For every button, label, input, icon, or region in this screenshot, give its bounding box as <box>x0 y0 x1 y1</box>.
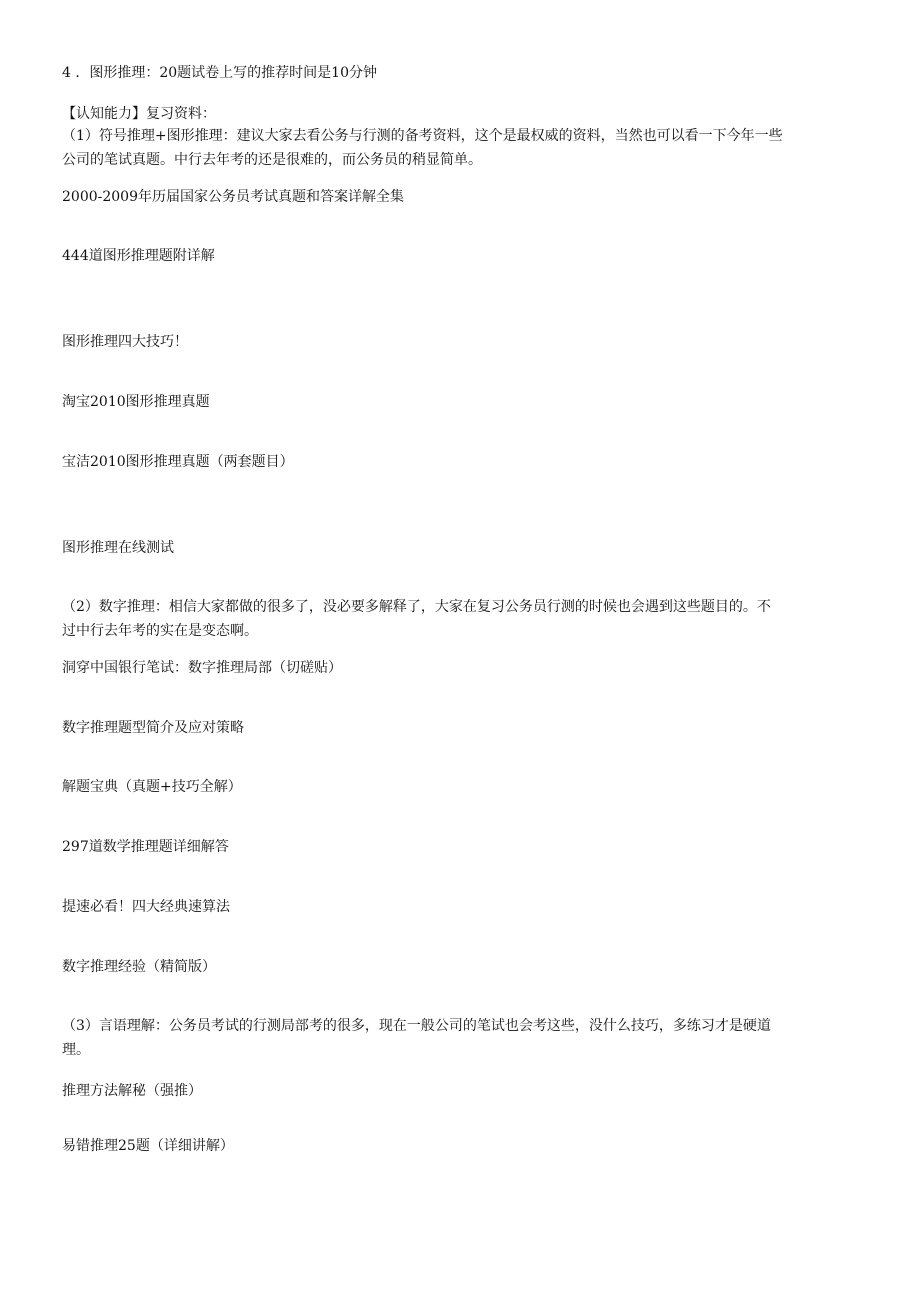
section-4-heading: 4 ．图形推理：20题试卷上写的推荐时间是10分钟 <box>62 65 377 81</box>
item-1-line-1: （1）符号推理+图形推理：建议大家去看公务与行测的备考资料，这个是最权威的资料，当然也可以看一下今年一些 <box>62 128 783 144</box>
number-link-4[interactable]: 297道数学推理题详细解答 <box>62 839 229 855</box>
graphic-link-3[interactable]: 图形推理四大技巧！ <box>62 334 188 350</box>
item-1-line-2: 公司的笔试真题。中行去年考的还是很难的，而公务员的稍显简单。 <box>62 152 482 168</box>
number-link-1[interactable]: 洞穿中国银行笔试：数字推理局部（切磋贴） <box>62 660 342 676</box>
number-link-2[interactable]: 数字推理题型简介及应对策略 <box>62 720 244 736</box>
item-3-line-1: （3）言语理解：公务员考试的行测局部考的很多，现在一般公司的笔试也会考这些，没什么技巧，多练习才是硬道 <box>62 1018 771 1034</box>
graphic-link-6[interactable]: 图形推理在线测试 <box>62 540 174 556</box>
verbal-link-2[interactable]: 易错推理25题（详细讲解） <box>62 1138 234 1154</box>
graphic-link-1[interactable]: 2000-2009年历届国家公务员考试真题和答案详解全集 <box>62 189 404 205</box>
graphic-link-5[interactable]: 宝洁2010图形推理真题（两套题目） <box>62 454 294 470</box>
graphic-link-4[interactable]: 淘宝2010图形推理真题 <box>62 394 210 410</box>
item-3-paragraph <box>62 1014 858 1062</box>
item-1-paragraph <box>62 124 858 172</box>
cognitive-ability-heading: 【认知能力】复习资料： <box>62 106 216 122</box>
number-link-3[interactable]: 解题宝典（真题+技巧全解） <box>62 779 242 795</box>
item-3-line-2: 理。 <box>62 1042 90 1058</box>
graphic-link-2[interactable]: 444道图形推理题附详解 <box>62 248 215 264</box>
verbal-link-1[interactable]: 推理方法解秘（强推） <box>62 1083 202 1099</box>
item-2-line-2: 过中行去年考的实在是变态啊。 <box>62 623 258 639</box>
item-2-paragraph <box>62 595 858 643</box>
number-link-5[interactable]: 提速必看！四大经典速算法 <box>62 899 230 915</box>
item-2-line-1: （2）数字推理：相信大家都做的很多了，没必要多解释了，大家在复习公务员行测的时候也会遇到这些题目的。不 <box>62 599 771 615</box>
number-link-6[interactable]: 数字推理经验（精简版） <box>62 959 216 975</box>
